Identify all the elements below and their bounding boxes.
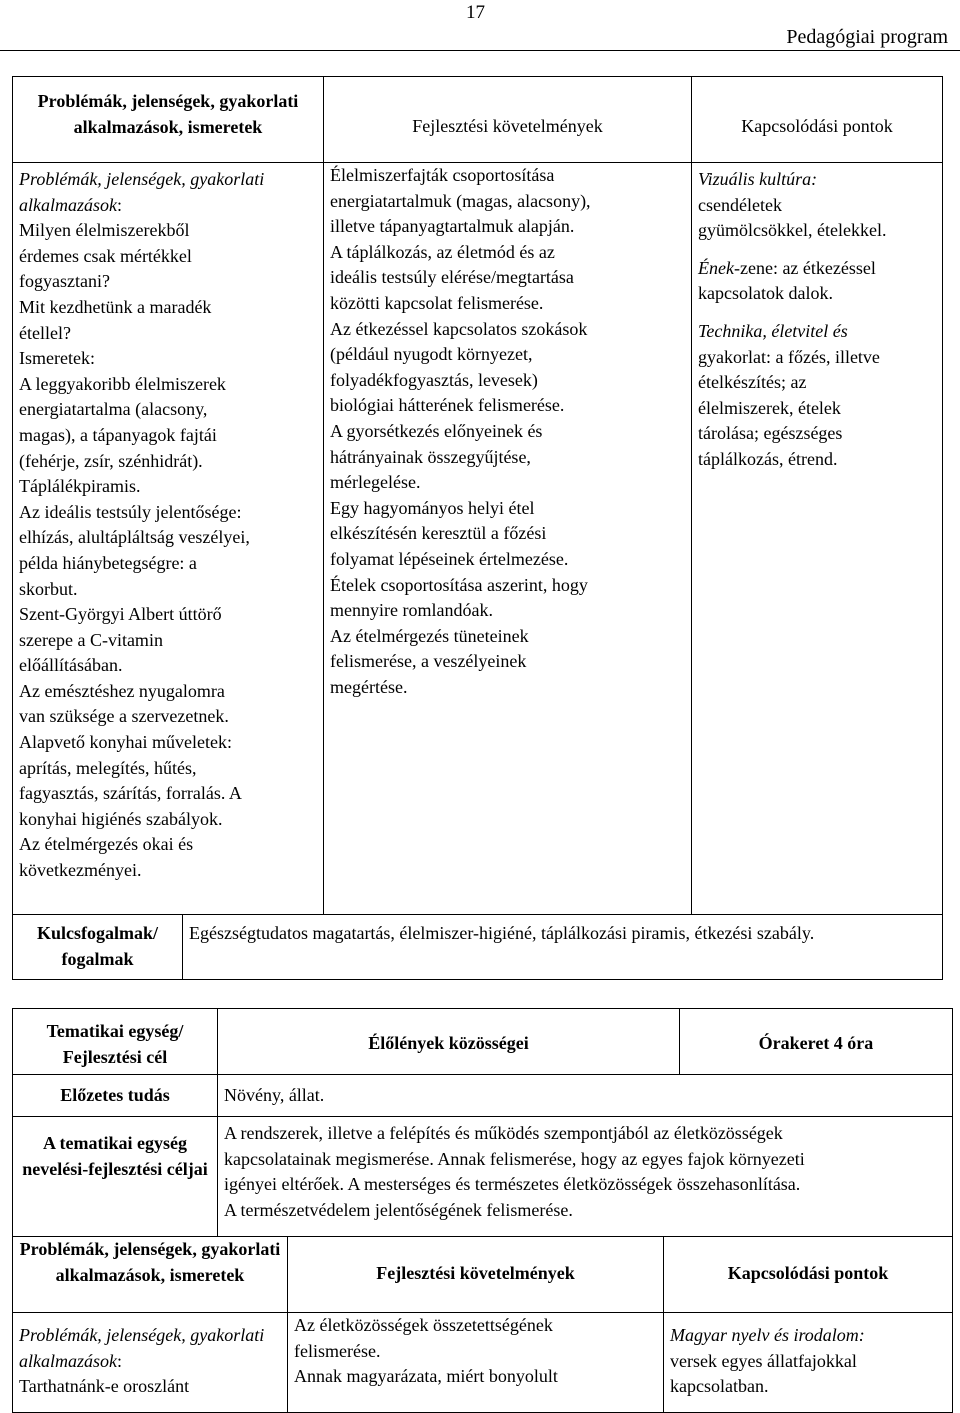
col-header-problems [13,77,324,163]
text-line: mérlegelése. [330,472,421,493]
text-line: Egy hagyományos helyi étel [330,497,535,518]
connection-music-subject: Ének [698,257,734,278]
col-header-connections [692,77,943,163]
goals-cell [218,1117,953,1237]
text-line: A gyorsétkezés előnyeinek és [330,420,543,441]
text-line: Az ételmérgezés okai és [19,834,194,855]
requirements-line: Az életközösségek összetettségének [294,1315,553,1335]
text-line: van szüksége a szervezetnek. [19,706,229,727]
unit-title: Élőlények közösségei [368,1033,529,1053]
unit-info-table [12,1008,953,1237]
text-line: hátrányainak összegyűjtése, [330,446,531,467]
text-line: konyhai higiénés szabályok. [19,808,223,829]
requirements-cell [288,1313,664,1413]
col-header-connections [664,1237,953,1313]
text-line: Az ételmérgezés tüneteinek [330,625,529,646]
text-line: példa hiánybetegségre: a [19,552,197,573]
requirements-cell [324,163,692,915]
prior-knowledge-label-cell [13,1075,218,1117]
text-line: előállításában. [19,655,123,676]
text-line: folyadékfogyasztás, levesek) [330,369,538,390]
goals-line: A rendszerek, illetve a felépítés és működés szempontjából az életközösségek [224,1123,783,1143]
requirements-line: Annak magyarázata, miért bonyolult [294,1366,558,1387]
text-line: Ételek csoportosítása aszerint, hogy [330,574,588,595]
text-line: illetve tápanyagtartalmuk alapján. [330,216,575,237]
col-header-text: Problémák, jelenségek, gyakorlati alkalmazások, ismeretek [19,1239,281,1285]
col-header-text: Fejlesztési követelmények [376,1263,575,1283]
header-title: Pedagógiai program [786,26,948,48]
text-line: Az ideális testsúly jelentősége: [19,501,242,522]
problems-italic-label: Problémák, jelenségek, gyakorlati alkalmazások [19,169,265,215]
text-line: (például nyugodt környezet, [330,344,533,365]
text-line: megértése. [330,676,408,697]
connections-cell [692,163,943,915]
text-line: elkészítésén keresztül a főzési [330,523,547,544]
connection-line: kapcsolatban. [670,1376,769,1397]
problems-italic-suffix: : [117,194,123,215]
text-line: érdemes csak mértékkel [19,245,192,266]
text-line: Ismeretek: [19,348,95,369]
connection-technology-subject: Technika, életvitel és [698,320,848,341]
text-line: Az étkezéssel kapcsolatos szokások [330,318,588,339]
text-line: Szent-Györgyi Albert úttörő [19,604,222,625]
text-line: fogyasztani? [19,271,110,292]
col-header-text: Kapcsolódási pontok [741,116,893,136]
text-line: A leggyakoribb élelmiszerek [19,373,226,394]
text-line: Az emésztéshez nyugalomra [19,680,225,701]
text-line: Táplálékpiramis. [19,476,141,497]
text-line: skorbut. [19,578,78,599]
key-concepts-text [183,915,943,980]
col-header-requirements [288,1237,664,1313]
header-rule [0,50,960,51]
connection-line: versek egyes állatfajokkal [670,1350,857,1371]
prior-knowledge-value: Növény, állat. [224,1085,325,1105]
problems-italic-suffix: : [117,1350,123,1371]
text-line: étellel? [19,322,71,343]
problems-cell [13,1313,288,1413]
key-concepts-value: Egészségtudatos magatartás, élelmiszer-higiéné, táplálkozási piramis, étkezési szabály. [189,923,815,943]
connection-literature-subject: Magyar nyelv és irodalom: [670,1325,865,1345]
key-concepts-table [12,914,943,980]
connection-line: gyakorlat: a főzés, illetve [698,346,880,367]
connection-technology [698,319,936,473]
text-line: Mit kezdhetünk a maradék [19,296,212,317]
connection-line: ételkészítés; az [698,372,807,393]
connection-music [698,256,936,307]
col-header-text: Fejlesztési követelmények [412,116,603,136]
connection-line: táplálkozás, étrend. [698,448,838,469]
text-line: energiatartalmuk (magas, alacsony), [330,190,591,211]
content-table-1 [12,76,943,915]
text-line: aprítás, melegítés, hűtés, [19,757,197,778]
text-line: biológiai hátterének felismerése. [330,395,565,416]
page-number: 17 [466,2,485,23]
key-concepts-label [13,915,183,980]
text-line: elhízás, alultápláltság veszélyei, [19,527,250,548]
text-line: közötti kapcsolat felismerése. [330,292,544,313]
connection-line: gyümölcsökkel, ételekkel. [698,220,887,241]
goals-line: igényei eltérőek. A mesterséges és természetes életközösségek összehasonlítása. [224,1174,801,1195]
connection-visual-subject: Vizuális kultúra: [698,169,818,189]
text-line: A táplálkozás, az életmód és az [330,241,555,262]
text-line: következményei. [19,860,142,881]
problems-text [19,167,317,884]
prior-knowledge-cell [218,1075,953,1117]
connection-line: tárolása; egészséges [698,423,843,444]
connection-line: kapcsolatok dalok. [698,283,833,304]
goals-line: A természetvédelem jelentőségének felismerése. [224,1199,573,1220]
key-concepts-label-text: Kulcsfogalmak/ fogalmak [36,923,158,969]
col-header-requirements [324,77,692,163]
text-line: energiatartalma (alacsony, [19,399,208,420]
problems-italic-label: Problémák, jelenségek, gyakorlati alkalmazások [19,1325,265,1371]
hours-value: Órakeret 4 óra [758,1033,874,1053]
text-line: folyamat lépéseinek értelmezése. [330,548,569,569]
text-line: felismerése, a veszélyeinek [330,651,527,672]
content-table-2 [12,1236,953,1413]
goals-label-cell [13,1117,218,1237]
col-header-text: Kapcsolódási pontok [727,1263,889,1283]
text-line: szerepe a C-vitamin [19,629,163,650]
text-line: Alapvető konyhai műveletek: [19,732,232,753]
text-line: fagyasztás, szárítás, forralás. A [19,783,242,804]
text-line: (fehérje, zsír, szénhidrát). [19,450,203,471]
connection-line: -zene: az étkezéssel [733,257,876,278]
hours-cell [680,1009,953,1075]
unit-label: Tematikai egység/ Fejlesztési cél [46,1021,184,1067]
connections-cell [664,1313,953,1413]
col-header-text: Problémák, jelenségek, gyakorlati alkalmazások, ismeretek [37,91,299,137]
goals-line: kapcsolatainak megismerése. Annak felismerése, hogy az egyes fajok környezeti [224,1148,805,1169]
text-line: Milyen élelmiszerekből [19,220,190,241]
text-line: Élelmiszerfajták csoportosítása [330,165,555,185]
goals-label: A tematikai egység nevelési-fejlesztési céljai [22,1133,208,1179]
text-line: magas), a tápanyagok fajtái [19,424,217,445]
col-header-problems [13,1237,288,1313]
requirements-text [330,163,685,700]
problems-line: Tarthatnánk-e oroszlánt [19,1376,190,1397]
connection-line: csendéletek [698,194,782,215]
requirements-line: felismerése. [294,1340,381,1361]
connection-line: élelmiszerek, ételek [698,397,841,418]
text-line: mennyire romlandóak. [330,600,493,621]
unit-label-cell [13,1009,218,1075]
text-line: ideális testsúly elérése/megtartása [330,267,574,288]
prior-knowledge-label: Előzetes tudás [60,1085,170,1105]
unit-title-cell [218,1009,680,1075]
problems-cell [13,163,324,915]
connection-visual [698,167,936,244]
